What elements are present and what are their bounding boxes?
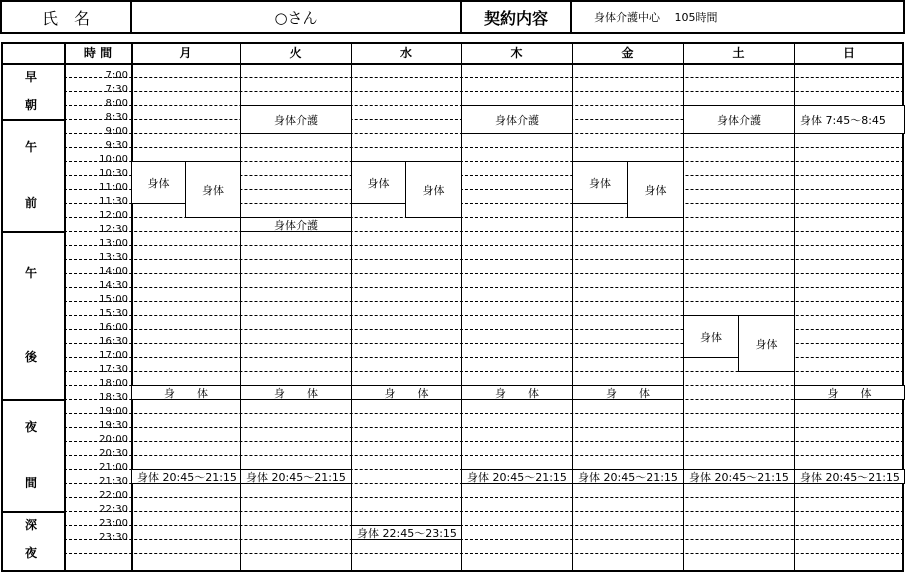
- time-label: 12:30: [99, 224, 128, 235]
- time-label: 21:00: [99, 462, 128, 473]
- contract-value: 身体介護中心 105時間: [594, 11, 718, 24]
- time-label: 15:30: [99, 308, 128, 319]
- slot-line: [64, 539, 904, 540]
- time-label: 8:30: [105, 112, 128, 123]
- slot-line: [64, 231, 904, 232]
- slot-line: [64, 511, 904, 512]
- time-label: 13:30: [99, 252, 128, 263]
- time-label: 7:00: [105, 70, 128, 81]
- time-label: 11:30: [99, 196, 128, 207]
- time-label: 19:00: [99, 406, 128, 417]
- slot-line: [64, 427, 904, 428]
- slot-line: [64, 525, 904, 526]
- schedule-event: 身体 20:45～21:15: [683, 469, 795, 484]
- schedule-event: 身 体: [461, 385, 573, 400]
- time-label: 17:30: [99, 364, 128, 375]
- time-label: 23:30: [99, 532, 128, 543]
- day-header: 土: [732, 46, 745, 60]
- schedule-event: 身体: [738, 315, 795, 372]
- header-divider: [1, 63, 904, 65]
- period-label-char: 夜: [24, 546, 37, 560]
- period-label-char: 午: [24, 140, 37, 154]
- time-label: 17:00: [99, 350, 128, 361]
- slot-line: [64, 455, 904, 456]
- time-label: 14:30: [99, 280, 128, 291]
- time-label: 8:00: [105, 98, 128, 109]
- period-label-char: 早: [24, 70, 37, 84]
- period-column-line: [64, 42, 66, 572]
- period-divider: [1, 511, 64, 513]
- schedule-event: 身 体: [351, 385, 462, 400]
- time-label: 22:00: [99, 490, 128, 501]
- period-label-char: 朝: [24, 98, 37, 112]
- slot-line: [64, 553, 904, 554]
- slot-line: [64, 497, 904, 498]
- day-header: 木: [510, 46, 523, 60]
- period-label-char: 後: [24, 350, 37, 364]
- time-label: 12:00: [99, 210, 128, 221]
- schedule-event: 身体: [185, 161, 241, 218]
- schedule-event: 身体 20:45～21:15: [794, 469, 905, 484]
- slot-line: [64, 273, 904, 274]
- time-label: 18:00: [99, 378, 128, 389]
- day-header: 日: [842, 46, 855, 60]
- time-label: 7:30: [105, 84, 128, 95]
- period-divider: [1, 231, 64, 233]
- schedule-event: 身 体: [794, 385, 905, 400]
- name-label: 氏 名: [41, 8, 90, 28]
- time-label: 13:00: [99, 238, 128, 249]
- time-label: 18:30: [99, 392, 128, 403]
- time-label: 22:30: [99, 504, 128, 515]
- time-label: 10:30: [99, 168, 128, 179]
- schedule-event: 身 体: [131, 385, 241, 400]
- period-divider: [1, 399, 64, 401]
- schedule-event: 身体 7:45～8:45: [794, 105, 905, 134]
- time-label: 14:00: [99, 266, 128, 277]
- day-header: 月: [179, 46, 192, 60]
- schedule-event: 身体: [131, 161, 186, 204]
- period-label-char: 間: [24, 476, 37, 490]
- day-header: 火: [289, 46, 302, 60]
- schedule-event: 身体 20:45～21:15: [572, 469, 684, 484]
- period-label-char: 前: [24, 196, 37, 210]
- day-header: 金: [621, 46, 634, 60]
- time-label: 9:30: [105, 140, 128, 151]
- day-column-line: [131, 42, 133, 572]
- period-divider: [1, 119, 64, 121]
- period-label-char: 夜: [24, 420, 37, 434]
- slot-line: [64, 147, 904, 148]
- time-label: 15:00: [99, 294, 128, 305]
- slot-line: [64, 245, 904, 246]
- time-label: 20:00: [99, 434, 128, 445]
- schedule-event: 身体 22:45～23:15: [351, 525, 462, 540]
- time-label: 10:00: [99, 154, 128, 165]
- period-label-char: 深: [24, 518, 37, 532]
- schedule-event: 身体: [683, 315, 739, 358]
- slot-line: [64, 441, 904, 442]
- schedule-event: 身体介護: [240, 105, 352, 134]
- time-label: 16:30: [99, 336, 128, 347]
- period-label-char: 午: [24, 266, 37, 280]
- schedule-event: 身体 20:45～21:15: [131, 469, 241, 484]
- schedule-event: 身体介護: [240, 217, 352, 232]
- schedule-event: 身体: [405, 161, 462, 218]
- schedule-event: 身体介護: [461, 105, 573, 134]
- schedule-event: 身 体: [572, 385, 684, 400]
- time-header: 時 間: [83, 45, 113, 60]
- time-label: 19:30: [99, 420, 128, 431]
- time-label: 20:30: [99, 448, 128, 459]
- schedule-event: 身体: [627, 161, 684, 218]
- slot-line: [64, 287, 904, 288]
- schedule-event: 身体: [572, 161, 628, 204]
- slot-line: [64, 413, 904, 414]
- schedule-event: 身体介護: [683, 105, 795, 134]
- schedule-event: 身体 20:45～21:15: [240, 469, 352, 484]
- time-label: 11:00: [99, 182, 128, 193]
- day-header: 水: [399, 46, 412, 60]
- contract-label: 契約内容: [483, 8, 548, 28]
- time-label: 9:00: [105, 126, 128, 137]
- slot-line: [64, 301, 904, 302]
- schedule-event: 身体 20:45～21:15: [461, 469, 573, 484]
- schedule-event: 身 体: [240, 385, 352, 400]
- time-label: 16:00: [99, 322, 128, 333]
- slot-line: [64, 259, 904, 260]
- slot-line: [64, 77, 904, 78]
- time-label: 21:30: [99, 476, 128, 487]
- name-value: ○さん: [274, 8, 318, 27]
- schedule-event: 身体: [351, 161, 406, 204]
- time-label: 23:00: [99, 518, 128, 529]
- slot-line: [64, 91, 904, 92]
